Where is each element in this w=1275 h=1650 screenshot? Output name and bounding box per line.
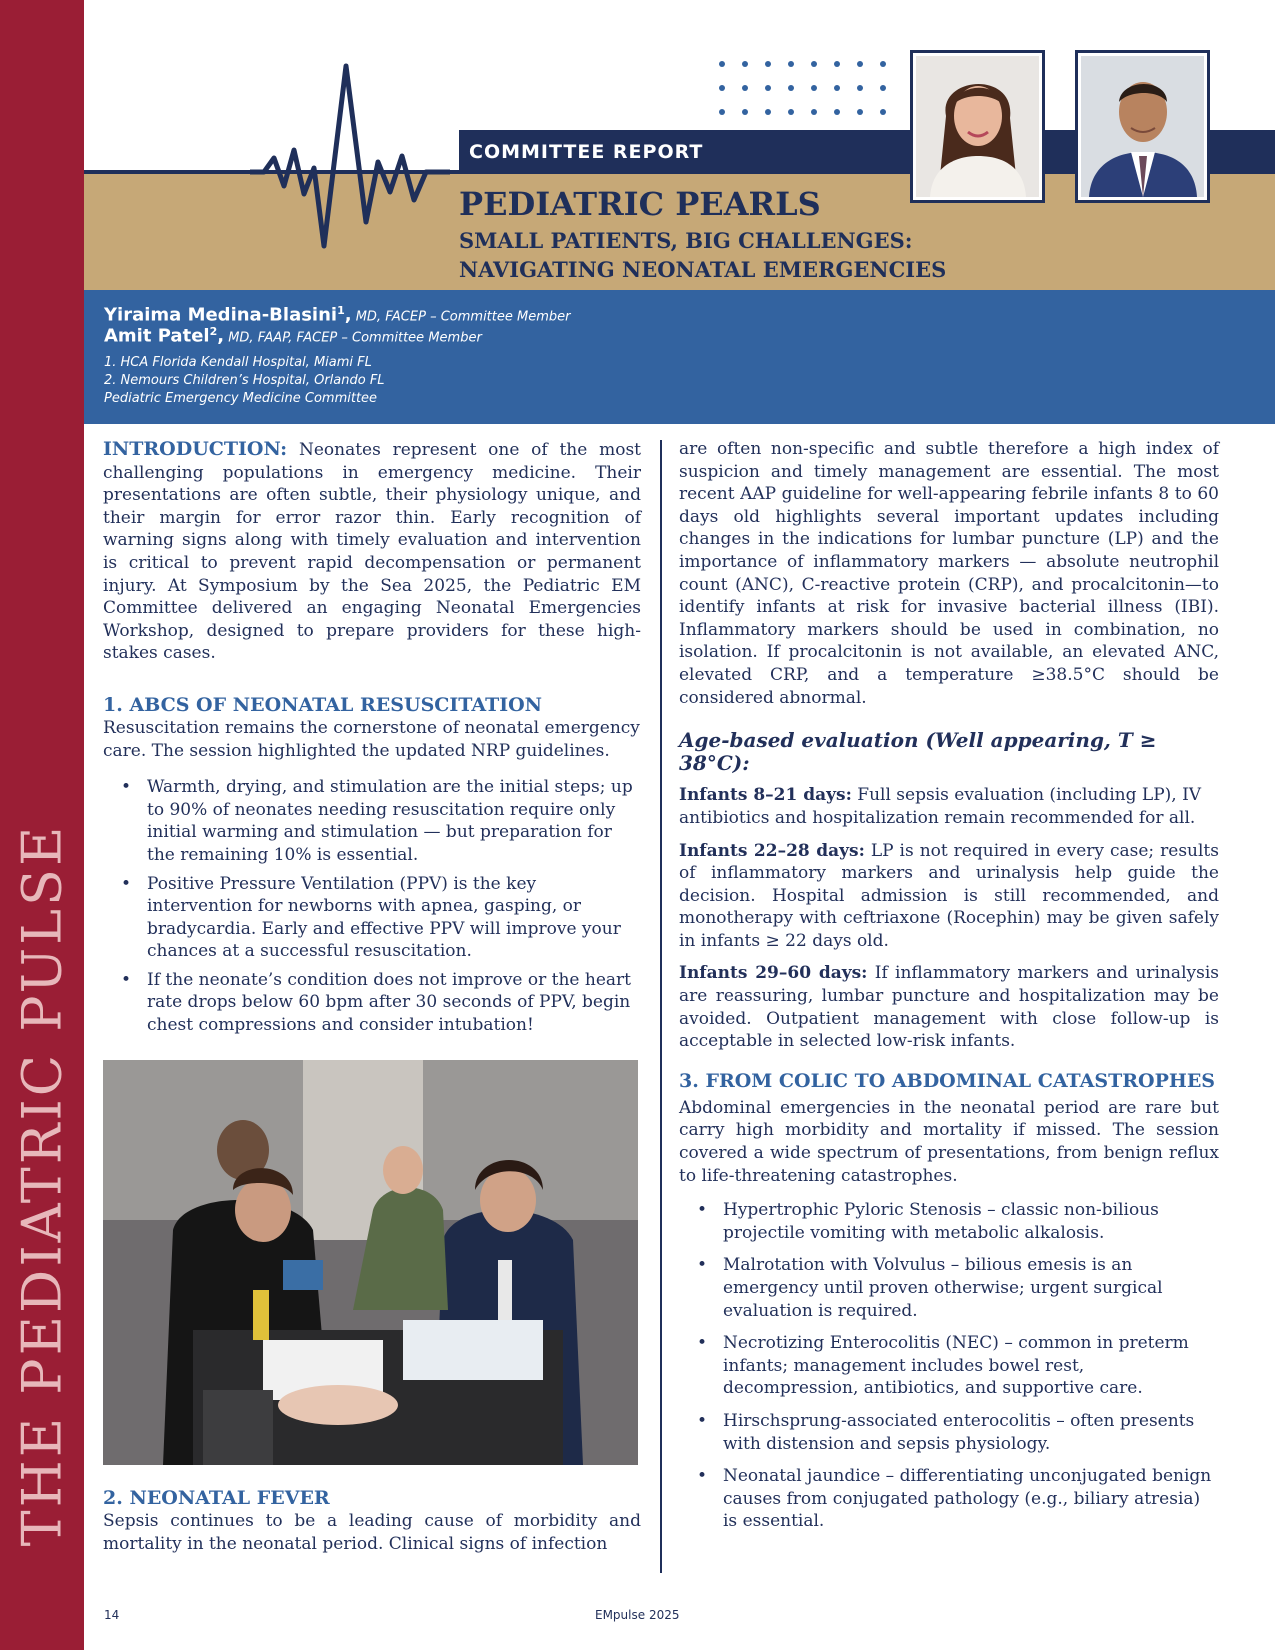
section-label: COMMITTEE REPORT xyxy=(469,141,704,163)
section-2-heading: 2. NEONATAL FEVER xyxy=(103,1487,330,1509)
intro-text: Neonates represent one of the most challenging populations in emergency medicine. Their presentations are often subtle, their physiology unique, and their margin for error razor thin. Early recognition of warning signs along with timely evaluation and intervention is critical to prevent rapid decompensation or permanent injury. At Symposium by the Sea 2025, the Pediatric EM Committee delivered an engaging Neonatal Emergencies Workshop, designed to prepare providers for these high-stakes cases. xyxy=(103,440,641,664)
section-2-text-left: Sepsis continues to be a leading cause of morbidity and mortality in the neonatal period. Clinical signs of infection xyxy=(103,1511,641,1554)
author-2-credentials: MD, FAAP, FACEP – Committee Member xyxy=(224,330,482,346)
section-1-text: Resuscitation remains the cornerstone of neonatal emergency care. The session highlighted the updated NRP guidelines. xyxy=(103,717,640,761)
section-1-heading: 1. ABCS OF NEONATAL RESUSCITATION xyxy=(103,693,543,716)
dot-grid-decoration xyxy=(718,60,898,120)
affiliation-3: Pediatric Emergency Medicine Committee xyxy=(104,391,378,406)
author-1-name: Yiraima Medina-Blasini xyxy=(104,304,338,326)
page-subtitle-line-2: NAVIGATING NEONATAL EMERGENCIES xyxy=(459,257,947,282)
section-3-bullets xyxy=(679,1199,1219,1533)
heartbeat-icon xyxy=(250,60,450,250)
sidebar-title: THE PEDIATRIC PULSE xyxy=(10,823,74,1547)
author-1: Yiraima Medina-Blasini$^1$, MD, FACEP – Committee Member xyxy=(104,304,571,326)
page-title: PEDIATRIC PEARLS xyxy=(459,185,821,223)
section-2-left xyxy=(103,1486,641,1555)
list-item: • Neonatal jaundice – differentiating unconjugated benign causes from conjugated pathology (e.g., biliary atresia) is essential. xyxy=(697,1466,1212,1532)
list-item: • Necrotizing Enterocolitis (NEC) – common in preterm infants; management includes bowel rest, decompression, antibiotics, and supportive care. xyxy=(697,1333,1189,1399)
list-item: • Hirschsprung-associated enterocolitis – often presents with distension and sepsis physiology. xyxy=(697,1410,1195,1454)
author-1-sup: 1 xyxy=(337,304,345,317)
left-column xyxy=(103,438,641,1037)
section-3-text: Abdominal emergencies in the neonatal period are rare but carry high morbidity and mortality if missed. The session covered a wide spectrum of presentations, from benign reflux to life-threatening catastrophes. xyxy=(679,1097,1219,1186)
author-2-sup: 2 xyxy=(209,325,218,338)
intro-label: INTRODUCTION: xyxy=(103,438,288,460)
page-number: 14 xyxy=(104,1608,120,1622)
age-group-2: Infants 22–28 days: LP is not required in every case; results of inflammatory markers and urinalysis help guide the decision. Hospital admission is still recommended, and monotherapy with ceftriaxone (Rocephin) may be given safely in infants ≥ 22 days old. xyxy=(679,840,1219,951)
age-evaluation-heading: Age-based evaluation (Well appearing, T ≥ 38°C): xyxy=(679,728,1157,775)
section-2-text-right: are often non-specific and subtle therefore a high index of suspicion and timely management are essential. The most recent AAP guideline for well-appearing febrile infants 8 to 60 days old highlights several important updates including changes in the indications for lumbar puncture (LP) and the importance of inflammatory markers — absolute neutrophil count (ANC), C-reactive protein (CRP), and procalcitonin—to identify infants at risk for invasive bacterial illness (IBI). Inflammatory markers should be used in combination, no isolation. If procalcitonin is not available, an elevated ANC, elevated CRP, and a temperature ≥38.5°C should be considered abnormal. xyxy=(679,439,1219,708)
page-subtitle-line-1: SMALL PATIENTS, BIG CHALLENGES: xyxy=(459,228,913,253)
list-item: • Hypertrophic Pyloric Stenosis – classic non-bilious projectile vomiting with metabolic alkalosis. xyxy=(697,1200,1159,1243)
author-1-credentials: MD, FACEP – Committee Member xyxy=(351,309,571,325)
workshop-photo xyxy=(103,1060,638,1465)
portrait-woman-image xyxy=(916,56,1039,197)
list-item: • Malrotation with Volvulus – bilious emesis is an emergency until proven otherwise; urgent surgical evaluation is required. xyxy=(697,1255,1163,1321)
age-group-1: Infants 8–21 days: Full sepsis evaluation (including LP), IV antibiotics and hospitalization remain recommended for all. xyxy=(679,785,1202,828)
intro-paragraph xyxy=(103,438,641,665)
age-group-3: Infants 29–60 days: If inflammatory markers and urinalysis are reassuring, lumbar puncture and hospitalization may be avoided. Outpatient management with close follow-up is acceptable in selected low-risk infants. xyxy=(679,963,1219,1052)
author-2: Amit Patel$^2$, MD, FAAP, FACEP – Committee Member xyxy=(104,325,482,347)
author-2-name: Amit Patel xyxy=(104,325,210,347)
portrait-man-image xyxy=(1081,56,1204,197)
section-1-bullets xyxy=(103,776,641,1037)
list-item: • If the neonate’s condition does not improve or the heart rate drops below 60 bpm after 30 seconds of PPV, begin chest compressions and consider intubation! xyxy=(121,969,631,1036)
section-3-heading: 3. FROM COLIC TO ABDOMINAL CATASTROPHES xyxy=(679,1069,1216,1092)
list-item: • Positive Pressure Ventilation (PPV) is the key intervention for newborns with apnea, gasping, or bradycardia. Early and effective PPV will improve your chances at a successful resuscitation. xyxy=(121,873,621,962)
author-photo-2 xyxy=(1075,50,1210,203)
sidebar-title-wrap xyxy=(0,0,84,1650)
column-divider xyxy=(660,440,662,1573)
right-column xyxy=(679,438,1219,1533)
affiliation-1: 1. HCA Florida Kendall Hospital, Miami FL xyxy=(104,355,372,370)
affiliation-2: 2. Nemours Children’s Hospital, Orlando FL xyxy=(104,373,385,388)
publication-name: EMpulse 2025 xyxy=(595,1608,680,1622)
author-photo-1 xyxy=(910,50,1045,203)
list-item: • Warmth, drying, and stimulation are the initial steps; up to 90% of neonates needing resuscitation require only initial warming and stimulation — but preparation for the remaining 10% is essential. xyxy=(121,777,633,865)
